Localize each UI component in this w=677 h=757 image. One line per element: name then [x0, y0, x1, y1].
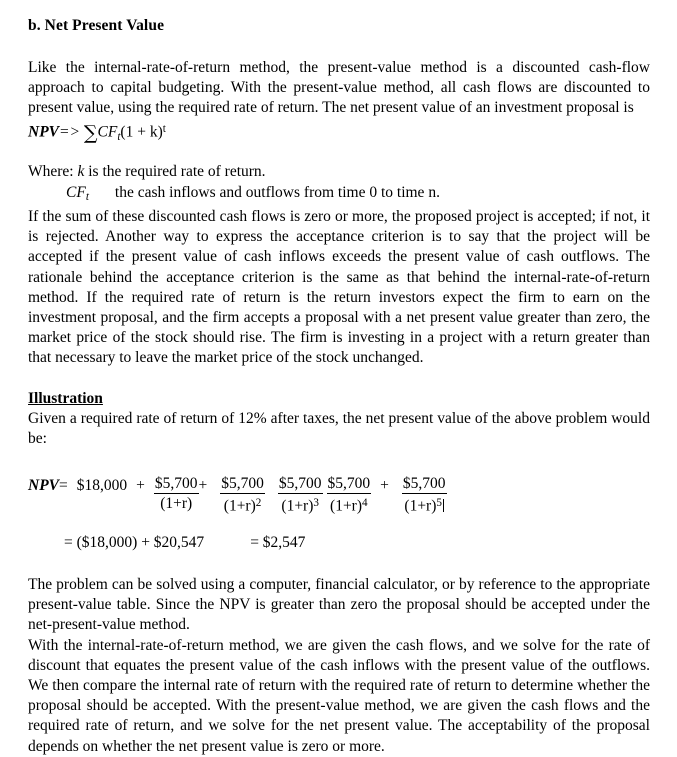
- rate-symbol: k: [77, 163, 85, 181]
- plus-operator: +: [198, 476, 208, 494]
- discount-term-1: [154, 475, 199, 513]
- term-numerator: $5,700: [327, 474, 371, 492]
- where-line1-text: is the required rate of return.: [84, 163, 266, 181]
- denominator-exponent: 5: [436, 496, 442, 509]
- cash-flow-symbol: CF: [66, 183, 86, 201]
- denominator-exponent: 3: [313, 496, 319, 509]
- spacer: [28, 146, 650, 162]
- cash-flow-symbol: CF: [97, 123, 118, 141]
- npv-label: NPV: [28, 123, 59, 141]
- npv-arrow: =>: [59, 123, 80, 141]
- denominator-exponent: 4: [362, 496, 368, 509]
- cash-flow-subscript: t: [85, 190, 89, 203]
- npv-formula-exponent: t: [162, 122, 166, 135]
- npv-worked-equation: [28, 475, 650, 521]
- result-part-2: = $2,547: [250, 533, 306, 551]
- term-denominator: [280, 494, 320, 516]
- discount-term-5: [402, 475, 447, 516]
- where-line-k: [28, 162, 650, 182]
- spacer: [28, 449, 650, 475]
- criterion-paragraph: If the sum of these discounted cash flows is zero or more, the proposed project is accepted; if not, it is rejected. Another way to express the acceptance criterion is to say that the project will be accepted if the present value of cash inflows exceeds the present value of cash outflows. The rationale behind the acceptance criterion is the same as that behind the internal-rate-of-return method. If the required rate of return is the return investors expect the firm to earn on the investment proposal, and the firm accepts a proposal with a net present value greater than zero, the market price of the stock should rise. The firm is investing in a project with a return greater than that necessary to leave the market price of the stock unchanged.: [28, 207, 650, 367]
- term-denominator: [329, 494, 369, 516]
- denominator-exponent: 2: [255, 496, 262, 509]
- term-numerator: $5,700: [278, 474, 322, 492]
- illustration-heading: Illustration: [28, 389, 103, 407]
- term-numerator: $5,700: [154, 474, 198, 492]
- term-numerator: $5,700: [402, 474, 446, 492]
- npv-definition-formula: [28, 119, 650, 147]
- equation-equals: =: [59, 476, 68, 494]
- result-part-1: = ($18,000) + $20,547: [64, 533, 205, 551]
- npv-formula-rest: (1 + k): [120, 123, 163, 141]
- spacer: [28, 36, 650, 58]
- term-numerator: $5,700: [221, 474, 264, 492]
- where-line-cf: [28, 183, 650, 207]
- spacer: [28, 553, 650, 575]
- closing-paragraph-2: With the internal-rate-of-return method, we are given the cash flows, and we solve for the rate of discount that equates the present value of the cash inflows with the present value of the outflows. We then compare the internal rate of return with the required rate of return to determine whether the proposal should be accepted. With the present-value method, we are given the cash flows and the required rate of return, and we solve for the net present value. The acceptability of the proposal depends on whether the net present value is zero or more.: [28, 636, 650, 755]
- term-denominator: [223, 494, 263, 516]
- discount-term-3: [278, 475, 323, 516]
- cash-flow-subscript: t: [117, 130, 121, 143]
- npv-label: NPV: [28, 476, 59, 494]
- spacer: [28, 521, 650, 533]
- illustration-lead-in: Given a required rate of return of 12% after taxes, the net present value of the above problem would be:: [28, 409, 650, 447]
- discount-term-2: [220, 475, 265, 516]
- spacer: [28, 369, 650, 389]
- document-body: [28, 16, 650, 757]
- intro-paragraph: Like the internal-rate-of-return method, the present-value method is a discounted cash-flow approach to capital budgeting. With the present-value method, all cash flows are discounted to present value, using the required rate of return. The net present value of an investment proposal is: [28, 59, 650, 117]
- illustration-title-wrap: [28, 389, 650, 409]
- discount-term-4: [327, 475, 372, 516]
- where-line2-text: the cash inflows and outflows from time 0 to time n.: [114, 183, 440, 201]
- initial-outlay: $18,000: [76, 476, 128, 494]
- term-denominator: [403, 494, 445, 516]
- closing-paragraph-1: The problem can be solved using a computer, financial calculator, or by reference to the appropriate present-value table. Since the NPV is greater than zero the proposal should be accepted under the net-present-value method.: [28, 575, 650, 634]
- denominator-base: (1+r): [281, 497, 314, 515]
- npv-result-line: [28, 533, 650, 553]
- text-cursor-icon: [443, 499, 444, 512]
- denominator-base: (1+r): [223, 497, 256, 515]
- term-denominator: (1+r): [160, 494, 193, 512]
- plus-operator: +: [380, 476, 389, 494]
- where-prefix: Where:: [28, 163, 78, 181]
- equation-lead: [28, 475, 154, 496]
- page-title: b. Net Present Value: [28, 17, 165, 34]
- denominator-base: (1+r): [404, 497, 437, 515]
- plus-operator: +: [136, 476, 145, 494]
- denominator-base: (1+r): [330, 497, 363, 515]
- summation-icon: ∑: [83, 121, 98, 144]
